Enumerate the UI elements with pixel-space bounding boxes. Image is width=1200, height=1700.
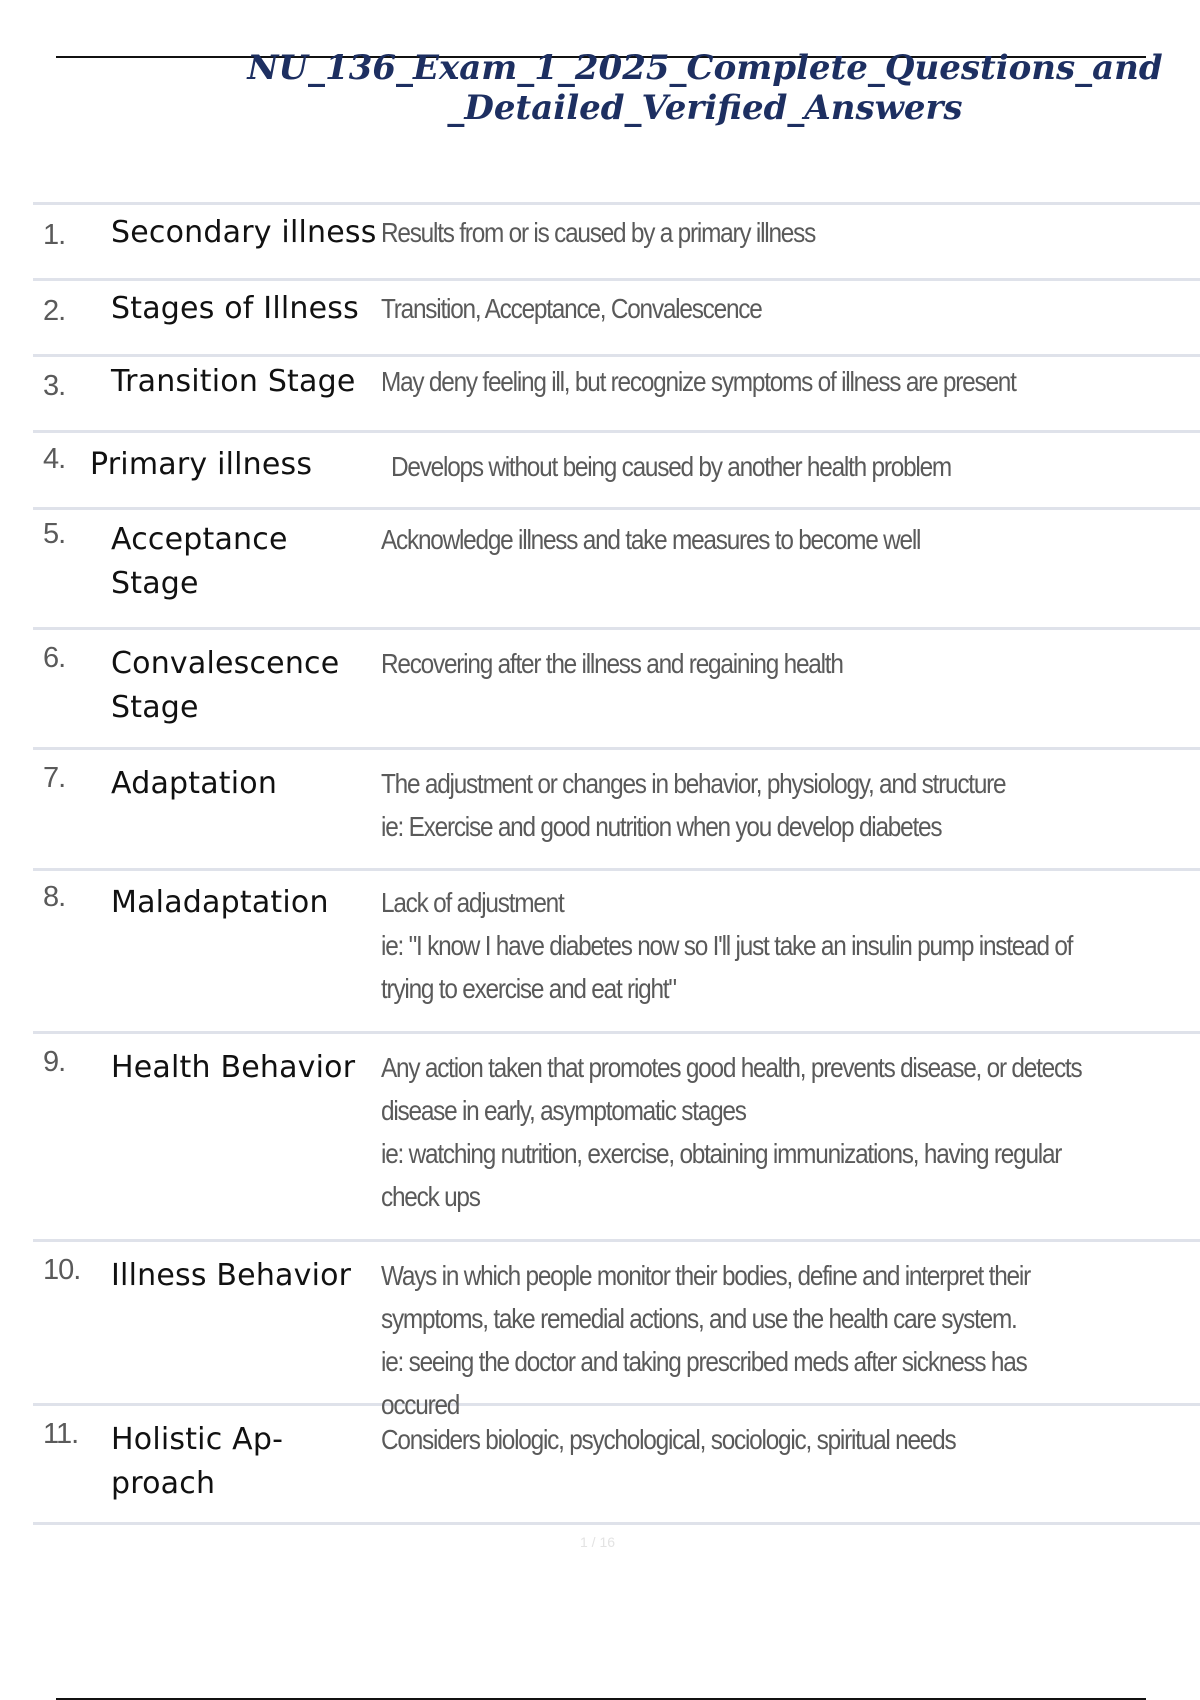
row-definition bbox=[381, 360, 1094, 430]
definition-line: Acknowledge illness and take measures to become well bbox=[381, 524, 921, 555]
row-number: 7. bbox=[43, 762, 66, 794]
table-row bbox=[33, 1239, 1200, 1420]
definition-line: Ways in which people monitor their bodies, define and interpret their symptoms, take remedial actions, and use the health care system. bbox=[381, 1260, 1030, 1334]
definition-line: ie: watching nutrition, exercise, obtaining immunizations, having regular check ups bbox=[381, 1138, 1062, 1212]
row-term: Health Behavior bbox=[111, 1050, 356, 1085]
table-row bbox=[33, 1403, 1200, 1525]
row-definition bbox=[381, 1418, 1094, 1522]
row-number: 4. bbox=[43, 443, 66, 475]
row-term: Adaptation bbox=[111, 766, 278, 801]
table-row bbox=[33, 278, 1200, 354]
definition-line: The adjustment or changes in behavior, physiology, and structure bbox=[381, 768, 1006, 799]
row-definition bbox=[381, 211, 1094, 278]
table-row bbox=[33, 747, 1200, 868]
row-number: 5. bbox=[43, 518, 66, 550]
row-definition bbox=[381, 1254, 1094, 1420]
row-term: Transition Stage bbox=[111, 364, 356, 399]
row-definition bbox=[381, 881, 1094, 1031]
table-row bbox=[33, 1031, 1200, 1239]
row-definition bbox=[381, 1046, 1094, 1239]
row-term: Convalescence Stage bbox=[111, 646, 340, 725]
definition-line: ie: seeing the doctor and taking prescribed meds after sickness has occured bbox=[381, 1346, 1027, 1420]
definition-line: Lack of adjustment bbox=[381, 887, 564, 918]
document-title bbox=[190, 48, 1200, 128]
page-indicator: 1 / 16 bbox=[580, 1534, 616, 1550]
table-row bbox=[33, 868, 1200, 1031]
row-definition bbox=[381, 287, 1094, 354]
table-row bbox=[33, 507, 1200, 627]
row-definition bbox=[381, 762, 1094, 868]
definition-line: Transition, Acceptance, Convalescence bbox=[381, 293, 762, 324]
row-definition bbox=[391, 443, 1095, 507]
row-number: 2. bbox=[43, 295, 66, 327]
table-row bbox=[33, 202, 1200, 278]
row-number: 10. bbox=[43, 1254, 81, 1286]
row-number: 1. bbox=[43, 219, 66, 251]
row-definition bbox=[381, 518, 1094, 627]
document-title-line-2: _Detailed_Verified_Answers bbox=[447, 88, 963, 128]
definition-line: Results from or is caused by a primary illness bbox=[381, 217, 816, 248]
row-number: 11. bbox=[43, 1418, 79, 1450]
definition-line: Recovering after the illness and regaining health bbox=[381, 648, 843, 679]
table-row bbox=[33, 627, 1200, 747]
definition-line: ie: Exercise and good nutrition when you develop diabetes bbox=[381, 811, 942, 842]
row-number: 9. bbox=[43, 1046, 66, 1078]
definition-line: Any action taken that promotes good health, prevents disease, or detects disease in early, asymptomatic stages bbox=[381, 1052, 1082, 1126]
row-term: Acceptance Stage bbox=[111, 522, 288, 601]
table-row bbox=[33, 430, 1200, 507]
row-term: Stages of Illness bbox=[111, 291, 359, 326]
row-number: 3. bbox=[43, 370, 66, 402]
definition-line: May deny feeling ill, but recognize symptoms of illness are present bbox=[381, 366, 1016, 397]
table-row bbox=[33, 354, 1200, 430]
row-term: Holistic Ap-proach bbox=[111, 1422, 284, 1501]
row-number: 8. bbox=[43, 881, 66, 913]
row-term: Illness Behavior bbox=[111, 1258, 352, 1293]
definition-line: ie: "I know I have diabetes now so I'll just take an insulin pump instead of trying to exercise and eat right" bbox=[381, 930, 1073, 1004]
definition-line: Develops without being caused by another health problem bbox=[391, 451, 952, 482]
row-term: Primary illness bbox=[90, 447, 313, 482]
row-term: Secondary illness bbox=[111, 215, 377, 250]
definition-line: Considers biologic, psychological, sociologic, spiritual needs bbox=[381, 1424, 956, 1455]
document-title-line-1: NU_136_Exam_1_2025_Complete_Questions_and bbox=[247, 48, 1163, 88]
row-definition bbox=[381, 642, 1094, 747]
row-term: Maladaptation bbox=[111, 885, 329, 920]
terms-table bbox=[33, 202, 1200, 1525]
row-number: 6. bbox=[43, 642, 66, 674]
